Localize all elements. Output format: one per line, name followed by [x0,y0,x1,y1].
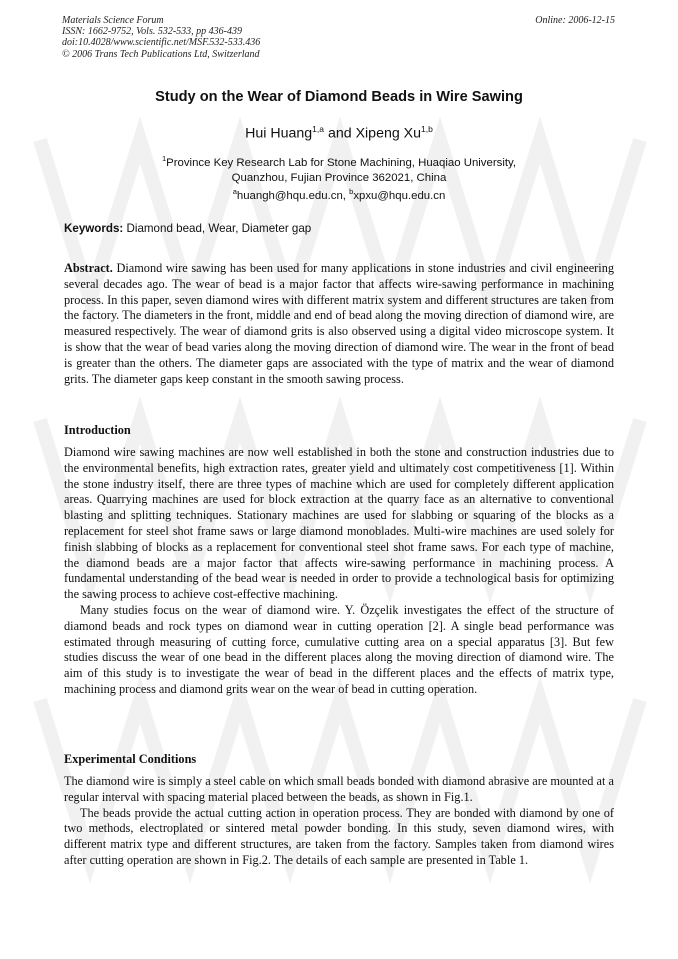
experimental-body [64,774,614,869]
affiliation [0,151,678,186]
keywords [64,222,311,235]
affiliation-line-1: $^1$Province Key Research Lab for Stone Machining, Huaqiao University, [161,154,517,169]
experimental-paragraph-1: The diamond wire is simply a steel cable on which small beads bonded with diamond abrasive are mounted at a regular interval with spacing material placed between the beads, as shown in Fig.1. [64,774,614,804]
email-a-mark: a [232,187,237,196]
author-1-affil-mark: 1,a [312,124,324,134]
introduction-paragraph-1: Diamond wire sawing machines are now well established in both the stone and construction industries due to the environmental benefits, high extraction rates, greater yield and ultimately cost competitiveness [1]. Within the stone industry itself, there are three types of machine which are used for completely different application areas. Quarrying machines are used for block extraction at the quarry face as an alternative to conventional blasting and splitting techniques. Stationary machines are used for slabbing or squaring of the blocks as a replacement for steel shot frame saws or large diamond monoblades. Multi-wire machines are used solely for finish slabbing of blocks as a replacement for conventional steel shot frame saws. For each type of machine, the diamond beads are a major factor that affects wire-sawing performance in machining process. A fundamental understanding of the bead wear is needed in order to provide a technological basis for optimizing the sawing process to achieve cost-effective machining. [64,445,614,602]
issn-line: ISSN: 1662-9752, Vols. 532-533, pp 436-439 [62,26,242,38]
email-a: huangh@hqu.edu.cn, [236,189,350,202]
introduction-paragraph-2: Many studies focus on the wear of diamond wire. Y. Özçelik investigates the effect of the structure of diamond beads and rock types on diamond wear in cutting operation [2]. A single bead performance was estimated through measuring of cutting force, cumulative cutting area on a special apparatus [3]. But few studies discuss the wear of one bead in the different places along the moving direction of diamond wire. The aim of this study is to investigate the wear of bead in the different places and the effects of matrix type, machining process and diamond grits wear on the wear of bead in cutting operation. [64,602,614,696]
affiliation-mark: 1 [161,154,167,163]
paper-title: Study on the Wear of Diamond Beads in Wire Sawing [155,89,523,105]
keywords-text: Diamond bead, Wear, Diameter gap [123,222,312,235]
copyright-line: © 2006 Trans Tech Publications Ltd, Switzerland [62,48,260,60]
author-line [0,124,678,142]
author-1-name: Hui Huang [245,125,313,142]
experimental-heading: Experimental Conditions [64,752,197,766]
journal-header [62,15,260,60]
online-date: Online: 2006-12-15 [535,15,615,26]
author-2-affil-mark: 1,b [421,124,433,134]
abstract [64,261,614,387]
experimental-paragraph-2: The beads provide the actual cutting action in operation process. They are bonded with diamond by one of two methods, electroplated or sintered metal powder bonding. In this study, seven diamond wires, with different matrix type and different structures, are taken from the factory. Samples taken from diamond wires after cutting operation are shown in Fig.2. The details of each sample are presented in Table 1. [64,805,614,867]
doi-line: doi:10.4028/www.scientific.net/MSF.532-533.436 [62,37,261,49]
introduction-body [64,445,614,698]
email-b: xpxu@hqu.edu.cn [353,189,446,202]
abstract-text: Diamond wire sawing has been used for many applications in stone industries and civil engineering several decades ago. The wear of bead is a major factor that affects wire-sawing performance in machining process. In this paper, seven diamond wires with different matrix system and different structures are taken from the factory. The diameters in the front, middle and end of bead along the moving direction of diamond wire, are measured respectively. The wear of diamond grits is also observed using a digital video microscope system. It is show that the wear of bead varies along the moving direction of diamond wire. The wear in the front of bead is greater than the others. The diameter gaps are associated with the type of matrix and the wear of diamond grits. The diameter gaps keep constant in the smooth sawing process. [64,261,614,386]
abstract-label: Abstract. [64,261,113,275]
keywords-label: Keywords: [64,222,124,235]
author-joiner: and [324,125,356,142]
author-2-name: Xipeng Xu [355,125,422,142]
email-b-mark: b [349,187,354,196]
affiliation-line-2: Quanzhou, Fujian Province 362021, China [231,171,447,184]
journal-name: Materials Science Forum [62,15,164,26]
email-line [0,187,678,202]
introduction-heading: Introduction [64,423,131,437]
